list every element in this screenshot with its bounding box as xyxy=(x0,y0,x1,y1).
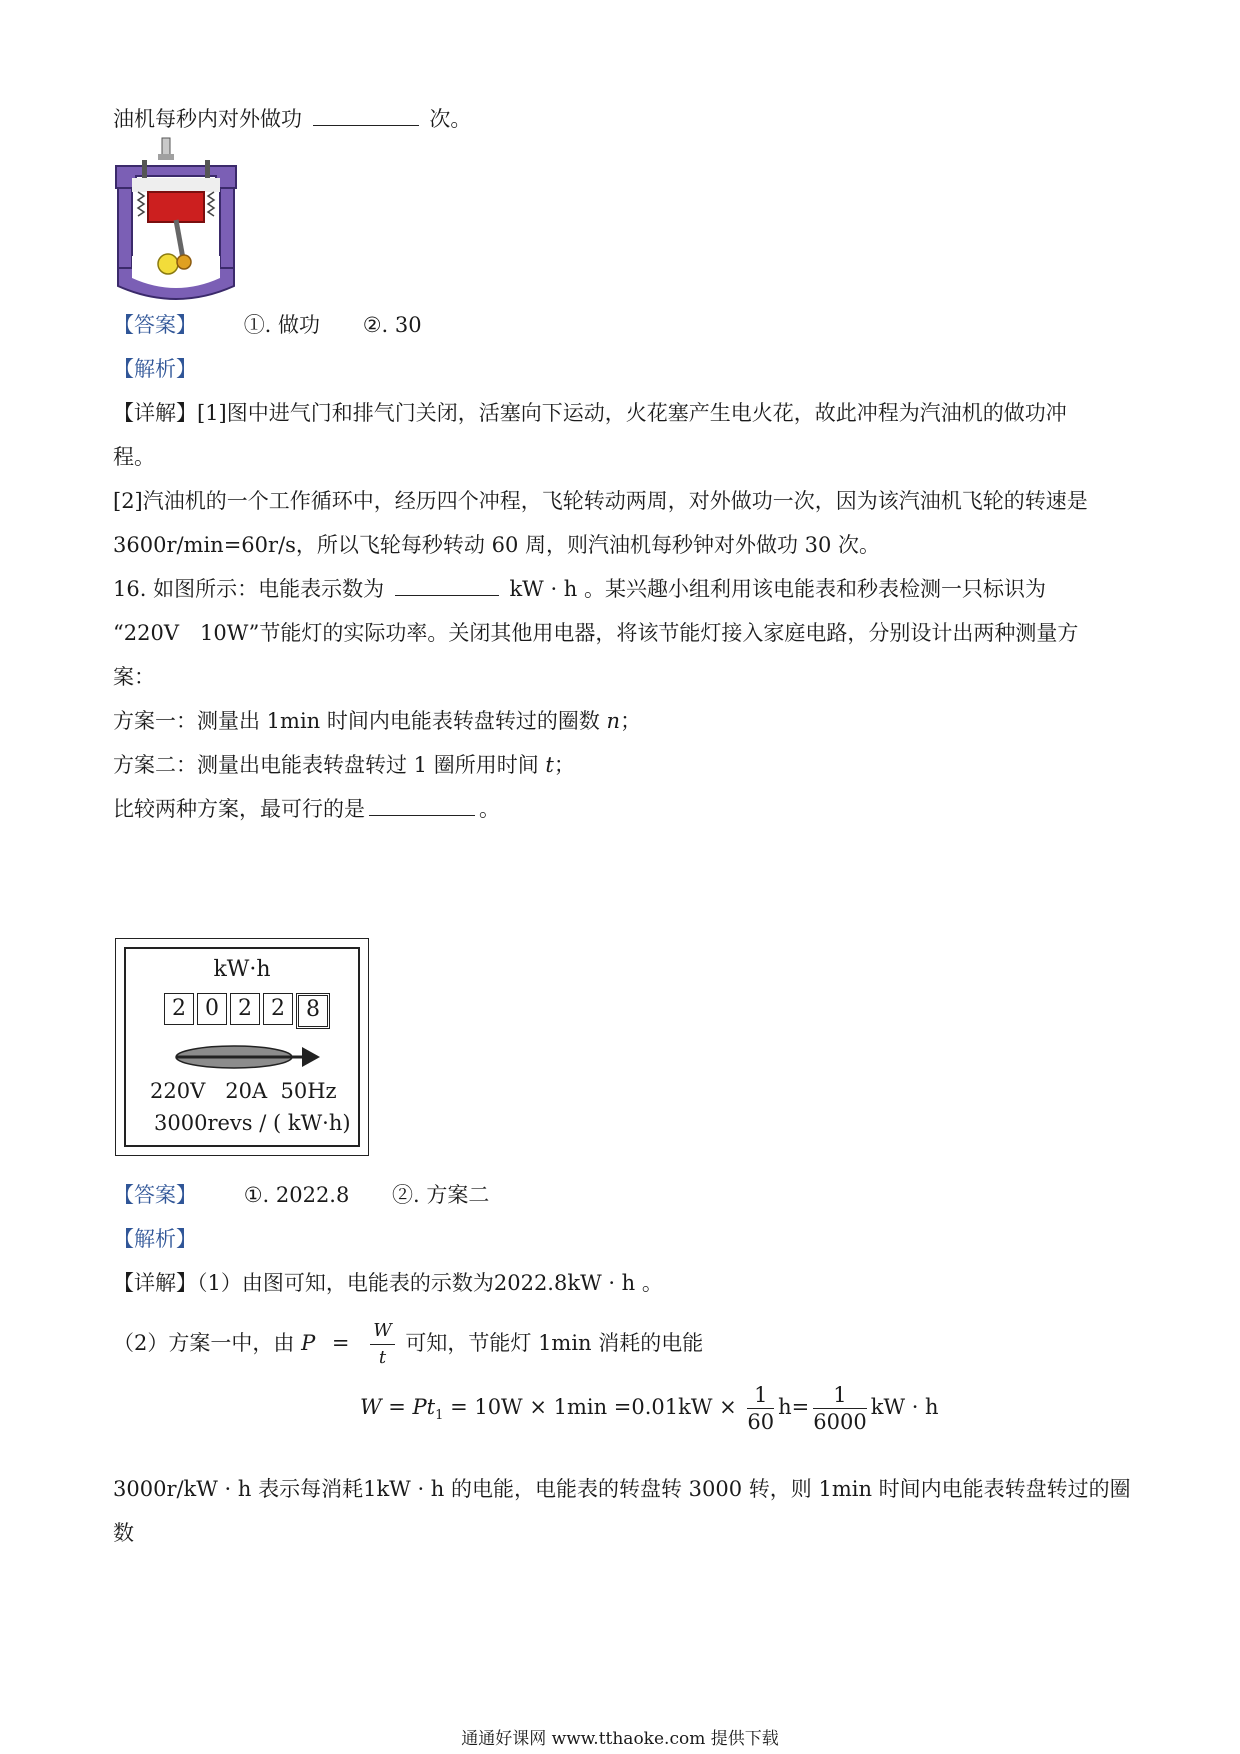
meter-unit: kW·h xyxy=(213,957,271,982)
engine-cylinder-figure xyxy=(112,136,240,304)
question-16-line-2: “220V 10W”节能灯的实际功率。关闭其他用电器，将该节能灯接入家庭电路，分别设计出两种测量方 xyxy=(113,621,1079,645)
energy-formula: $W = Pt_1 = 10W \times 1\min =0.01kW$ × $\frac{1}{60}$ h= $\frac{1}{6000}$ kW · h xyxy=(360,1383,939,1434)
compare-plans: 比较两种方案，最可行的是 。 xyxy=(113,797,500,821)
analysis-row-1 xyxy=(113,354,197,384)
detail-tag: 【详解】 xyxy=(113,1271,197,1295)
detail-2-para-1: 【详解】（1）由图可知，电能表的示数为2022.8kW · h 。 xyxy=(113,1271,663,1295)
meter-digit: 2 xyxy=(164,993,194,1025)
meter-digit: 2 xyxy=(263,993,293,1025)
question-16-line-3: 案： xyxy=(113,665,155,689)
electric-meter-figure xyxy=(115,938,369,1156)
detail-1-para-2b: 3600r/min=60r/s，所以飞轮每秒转动 60 周，则汽油机每秒钟对外做功 30 次。 xyxy=(113,533,881,557)
answer-blank xyxy=(369,797,475,816)
plan-2: 方案二：测量出电能表转盘转过 1 圈所用时间 t； xyxy=(113,753,575,777)
detail-1-para-1: 【详解】[1]图中进气门和排气门关闭，活塞向下运动，火花塞产生电火花，故此冲程为汽油机的做功冲 xyxy=(113,401,1067,425)
page-footer: 通通好课网 www.tthaoke.com 提供下载 xyxy=(461,1729,779,1749)
fraction-1-over-60: $\frac{1}{60}$ xyxy=(747,1383,775,1434)
detail-2-para-2: （2）方案一中，由 P = $\frac{W}{t}$ 可知，节能灯 1min 消耗的电能 xyxy=(113,1318,703,1371)
detail-1-para-1b: 程。 xyxy=(113,445,155,469)
meter-revs: 3000revs / ( kW·h) xyxy=(154,1111,351,1135)
question-15-tail: 油机每秒内对外做功 次。 xyxy=(113,107,472,131)
detail-tag: 【详解】 xyxy=(113,401,197,425)
fraction-w-over-t: $\frac{W}{t}$ xyxy=(370,1318,395,1371)
question-16-line-1: 16. 如图所示：电能表示数为 kW · h 。某兴趣小组利用该电能表和秒表检测一只标识为 xyxy=(113,577,1046,601)
meter-digits xyxy=(164,993,330,1029)
meter-spec: 220V 20A 50Hz xyxy=(150,1079,337,1103)
meter-rotor-arrow xyxy=(172,1041,322,1073)
meter-digit: 0 xyxy=(197,993,227,1025)
fraction-1-over-6000: $\frac{1}{6000}$ xyxy=(813,1383,867,1434)
answer-blank xyxy=(395,577,499,596)
detail-2-para-3: 3000r/kW · h 表示每消耗1kW · h 的电能，电能表的转盘转 3000 转，则 1min 时间内电能表转盘转过的圈 xyxy=(113,1477,1131,1501)
answer-row-1: 【答案】 ①. 做功 ②. 30 xyxy=(113,313,422,337)
plan-1: 方案一：测量出 1min 时间内电能表转盘转过的圈数 n； xyxy=(113,709,642,733)
analysis-tag: 【解析】 xyxy=(113,357,197,381)
detail-2-para-3b: 数 xyxy=(113,1521,134,1545)
answer-blank xyxy=(313,107,419,126)
detail-1-para-2: [2]汽油机的一个工作循环中，经历四个冲程，飞轮转动两周，对外做功一次，因为该汽油机飞轮的转速是 xyxy=(113,489,1088,513)
meter-digit-decimal: 8 xyxy=(296,993,330,1029)
answer-tag: 【答案】 xyxy=(113,1183,197,1207)
answer-tag: 【答案】 xyxy=(113,313,197,337)
answer-row-2: 【答案】 ①. 2022.8 ②. 方案二 xyxy=(113,1183,490,1207)
analysis-row-2 xyxy=(113,1224,197,1254)
analysis-tag: 【解析】 xyxy=(113,1227,197,1251)
meter-digit: 2 xyxy=(230,993,260,1025)
